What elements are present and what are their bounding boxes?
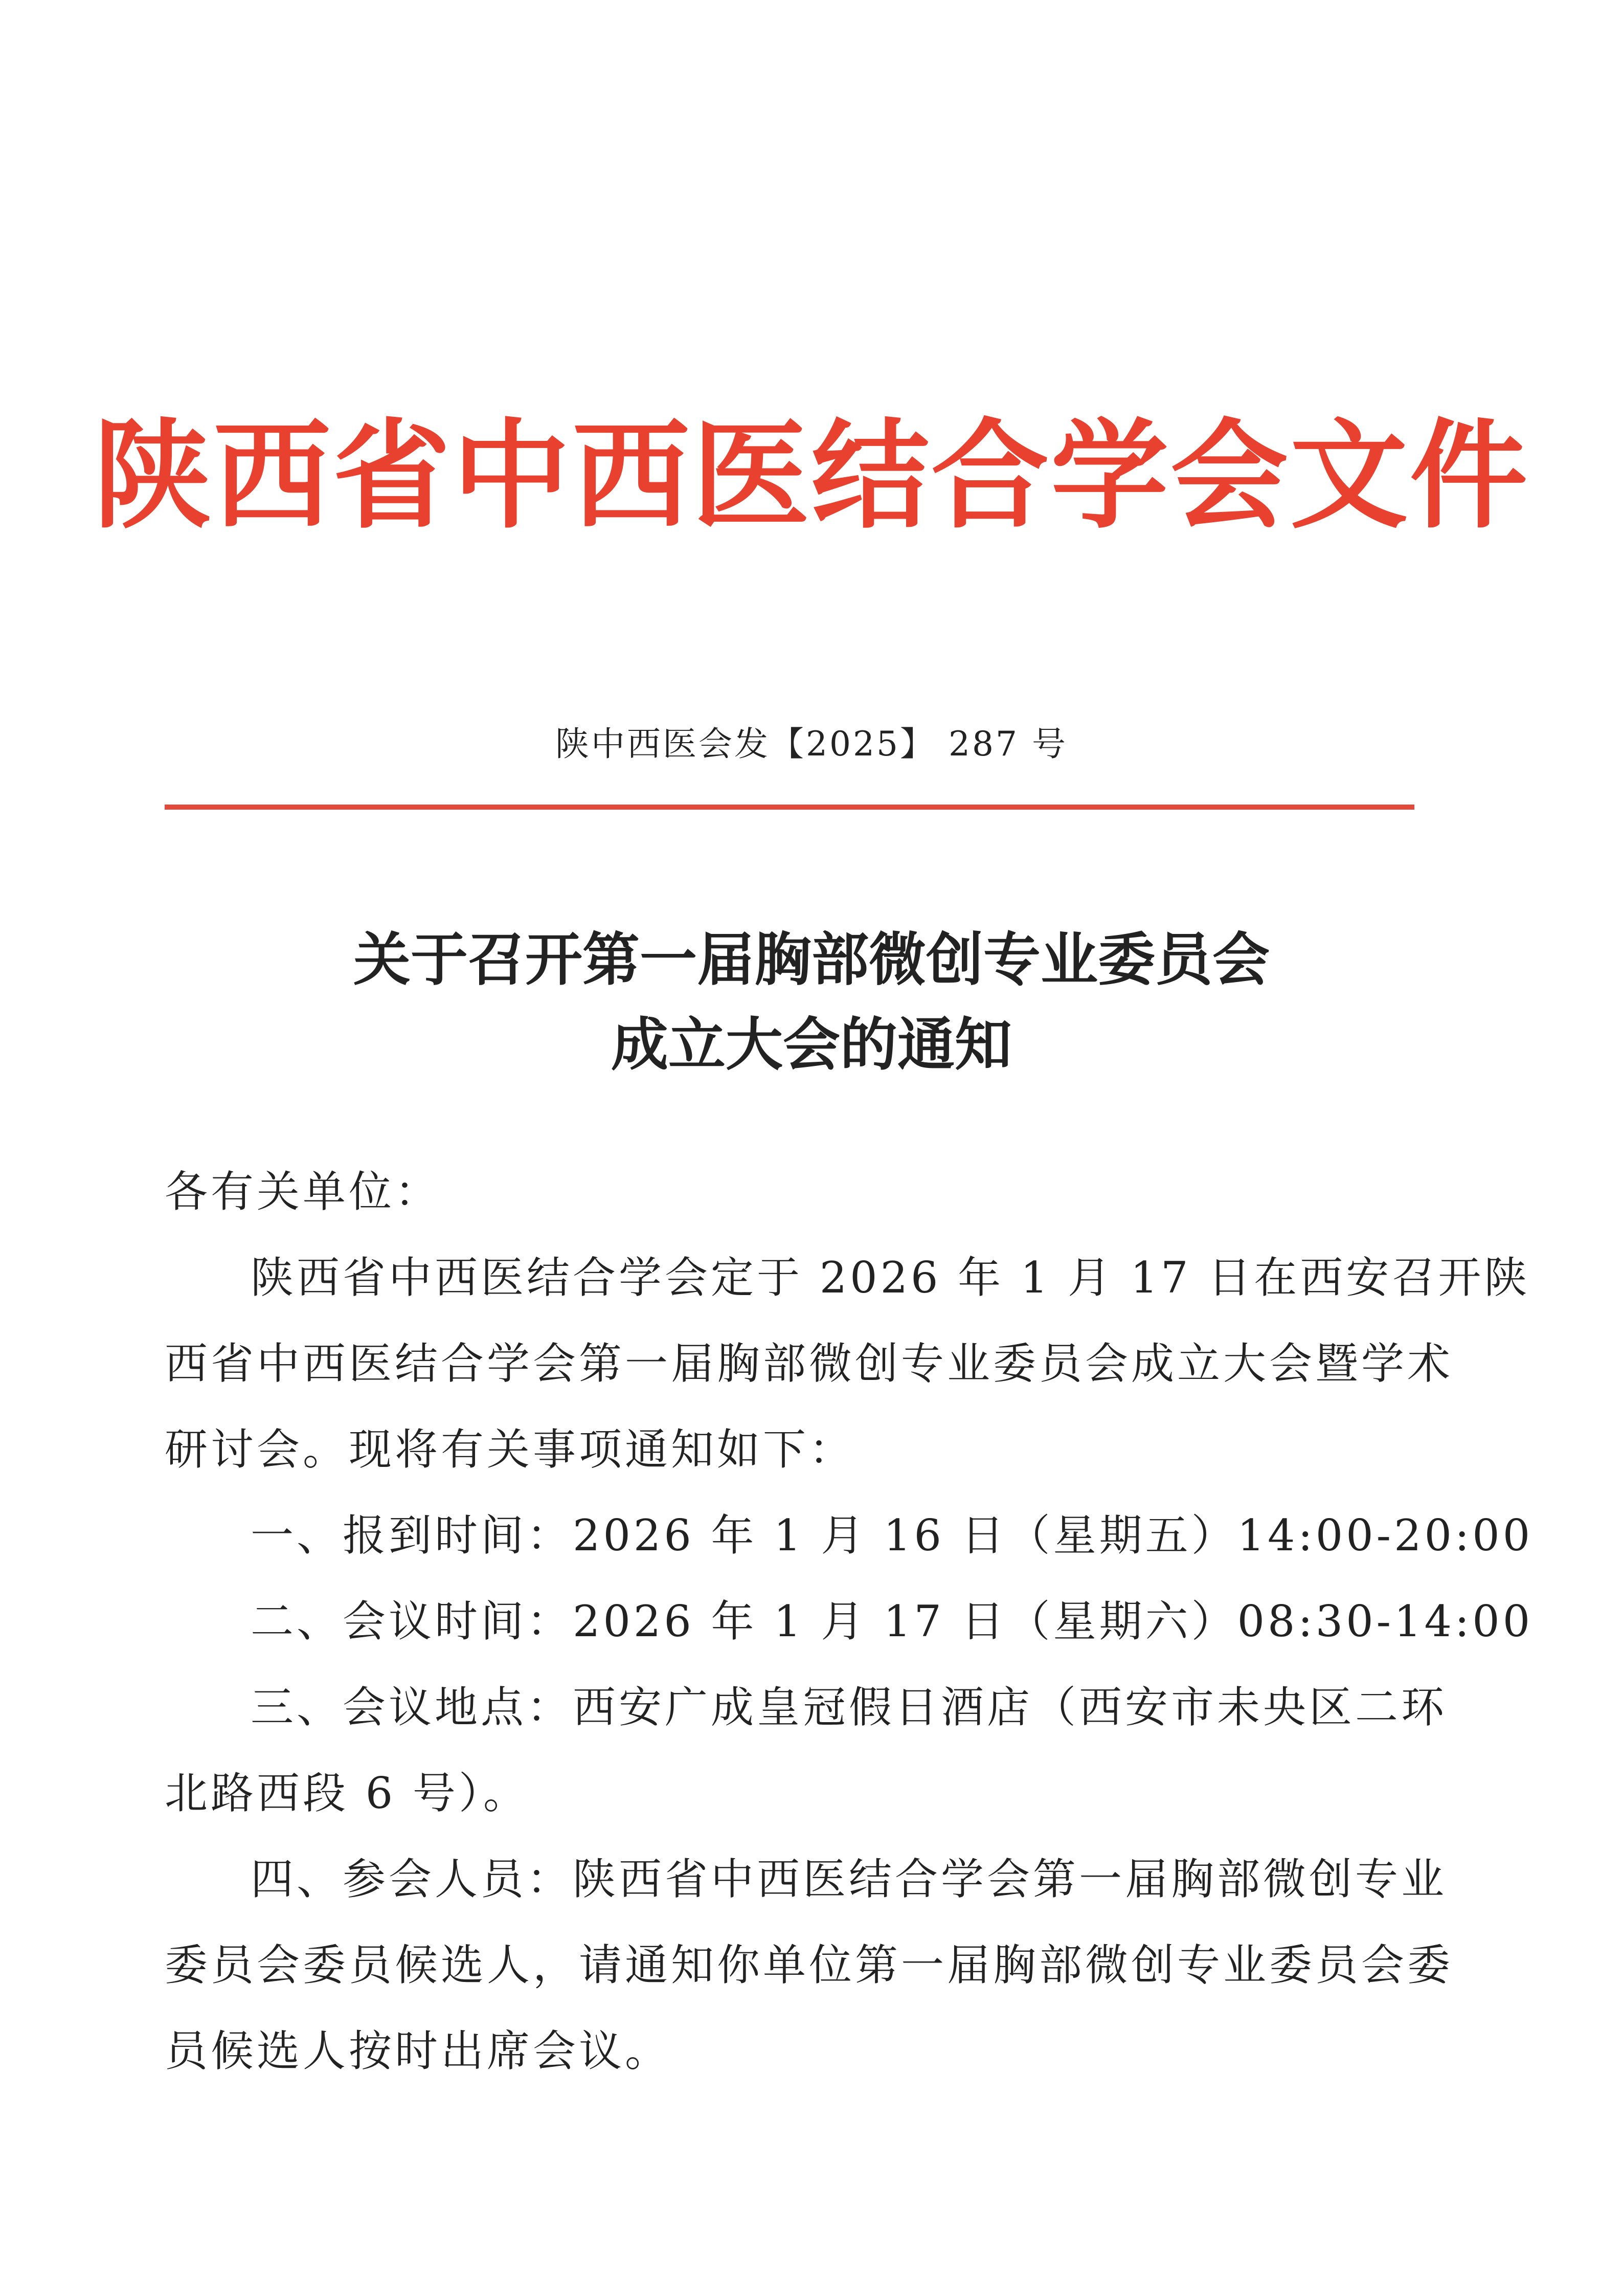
notice-title-line-1: 关于召开第一届胸部微创专业委员会 bbox=[353, 926, 1270, 993]
document-header-title: 陕西省中西医结合学会文件 bbox=[93, 407, 1529, 545]
attendees-item-line-3: 员候选人按时出席会议。 bbox=[165, 2026, 671, 2076]
red-separator-rule bbox=[165, 805, 1414, 810]
venue-item-line-1: 三、会议地点：西安广成皇冠假日酒店（西安市未央区二环 bbox=[251, 1682, 1448, 1732]
venue-item-line-2: 北路西段 6 号）。 bbox=[165, 1768, 529, 1818]
notice-title-line-2: 成立大会的通知 bbox=[611, 1011, 1012, 1078]
attendees-item-line-1: 四、参会人员：陕西省中西医结合学会第一届胸部微创专业 bbox=[251, 1854, 1448, 1904]
registration-time-item: 一、报到时间：2026 年 1 月 16 日（星期五）14:00-20:00 bbox=[251, 1510, 1534, 1561]
intro-line-2: 西省中西医结合学会第一届胸部微创专业委员会成立大会暨学术 bbox=[165, 1339, 1454, 1389]
meeting-time-item: 二、会议时间：2026 年 1 月 17 日（星期六）08:30-14:00 bbox=[251, 1596, 1534, 1646]
attendees-item-line-2: 委员会委员候选人，请通知你单位第一届胸部微创专业委员会委 bbox=[165, 1940, 1454, 1990]
salutation: 各有关单位： bbox=[165, 1167, 441, 1217]
intro-line-1: 陕西省中西医结合学会定于 2026 年 1 月 17 日在西安召开陕 bbox=[251, 1253, 1530, 1303]
document-number: 陕中西医会发【2025】 287 号 bbox=[555, 724, 1068, 764]
intro-line-3: 研讨会。现将有关事项通知如下： bbox=[165, 1424, 855, 1475]
